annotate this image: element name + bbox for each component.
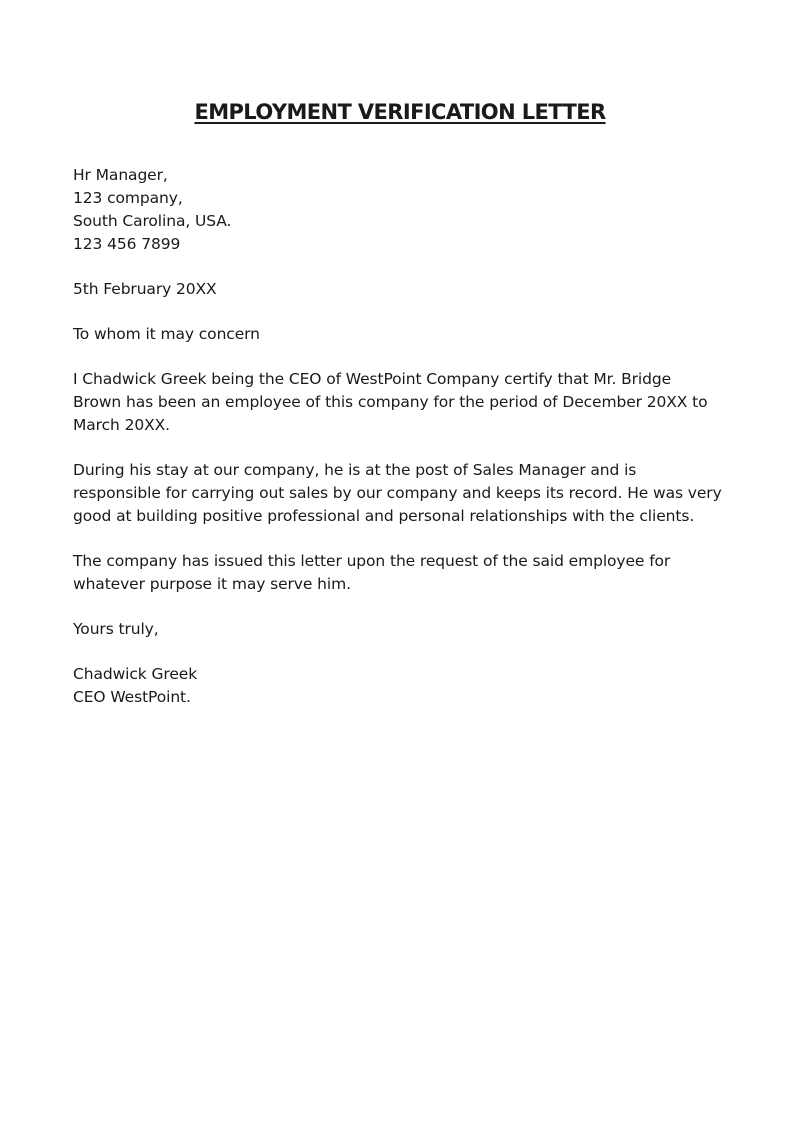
letter-body xyxy=(73,164,735,709)
recipient-company: 123 company, xyxy=(73,189,183,207)
paragraph-role: During his stay at our company, he is at the post of Sales Manager and is responsible for carrying out sales by our company and keeps its record. He was very good at building positive professional and personal relationships with the clients. xyxy=(73,461,722,525)
paragraph-certification: I Chadwick Greek being the CEO of WestPoint Company certify that Mr. Bridge Brown has been an employee of this company for the period of December 20XX to March 20XX. xyxy=(73,370,708,434)
letter-closing: Yours truly, xyxy=(73,620,159,638)
recipient-location: South Carolina, USA. xyxy=(73,212,232,230)
letter-salutation: To whom it may concern xyxy=(73,325,260,343)
letter-date: 5th February 20XX xyxy=(73,280,217,298)
signature-title: CEO WestPoint. xyxy=(73,688,191,706)
signature-block xyxy=(73,663,735,709)
paragraph-purpose: The company has issued this letter upon the request of the said employee for whatever purpose it may serve him. xyxy=(73,552,671,593)
letter-title: EMPLOYMENT VERIFICATION LETTER xyxy=(194,100,606,124)
signature-name: Chadwick Greek xyxy=(73,665,198,683)
recipient-address xyxy=(73,164,735,256)
recipient-name: Hr Manager, xyxy=(73,166,168,184)
recipient-phone: 123 456 7899 xyxy=(73,235,181,253)
